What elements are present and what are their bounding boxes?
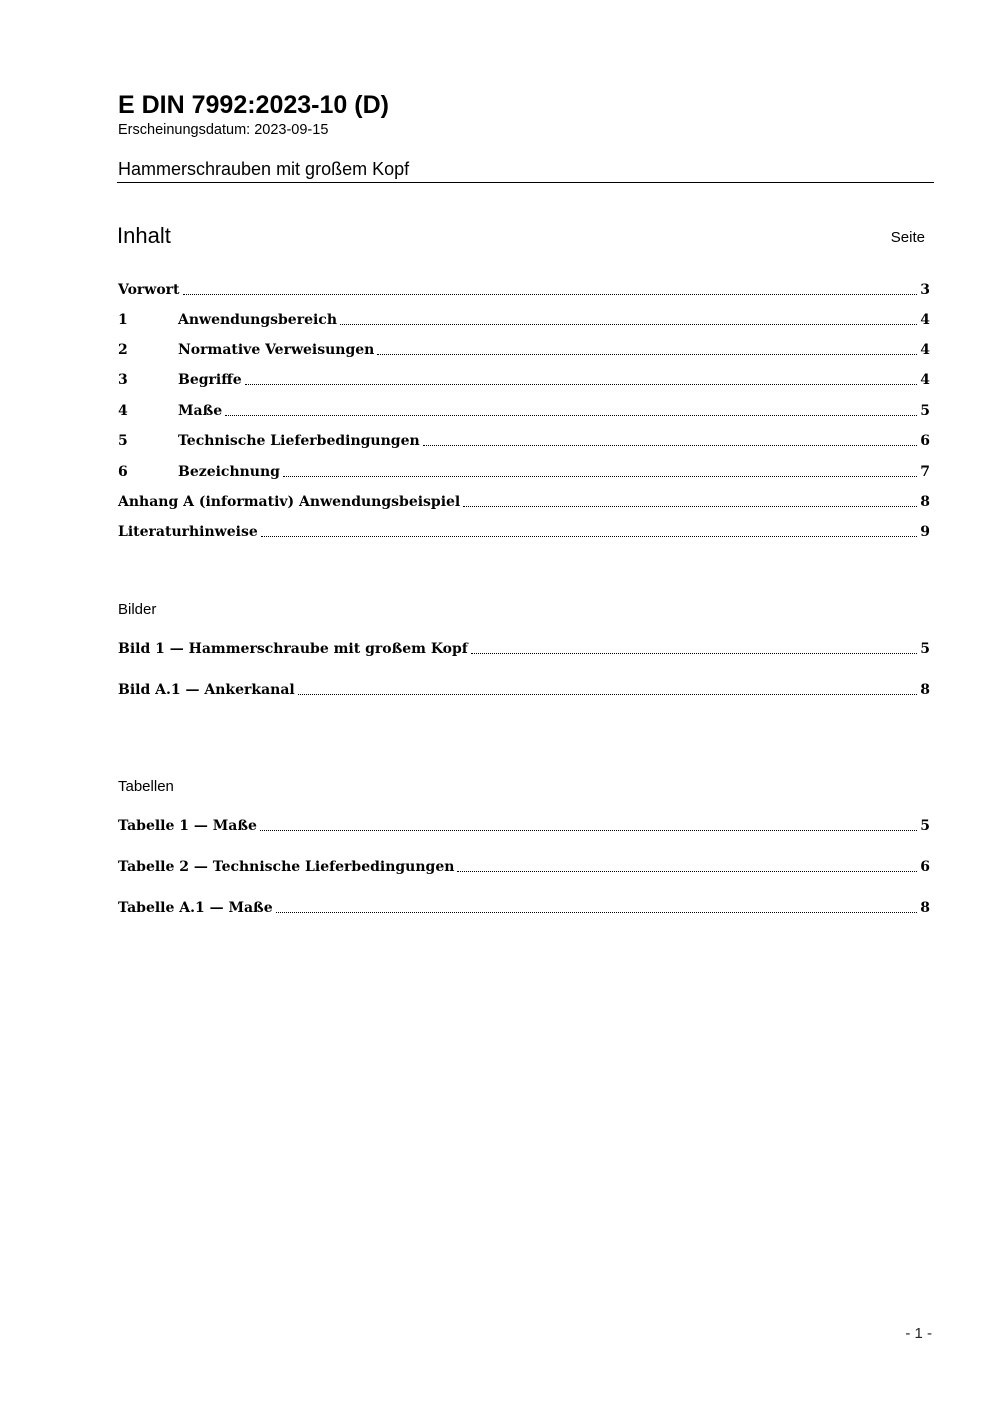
toc-leader-dots [245,384,918,385]
toc-leader-dots [276,912,918,913]
toc-leader-dots [340,324,917,325]
toc-entry-text: Anwendungsbereich [178,312,337,328]
table-entry-tabelle-1[interactable] [118,816,930,836]
toc-entry-text: Tabelle 2 — Technische Lieferbedingungen [118,859,455,875]
toc-entry-text: Begriffe [178,372,242,388]
toc-entry-page: 4 [920,372,930,388]
document-id: E DIN 7992:2023-10 (D) [118,91,389,119]
toc-entry-technische-lieferbedingungen[interactable] [118,431,930,451]
toc-entry-page: 4 [920,312,930,328]
toc-entry-page: 8 [920,900,930,916]
toc-entry-text: Technische Lieferbedingungen [178,433,420,449]
title-rule [117,182,934,183]
toc-entry-page: 8 [920,494,930,510]
toc-entry-number: 1 [118,312,128,328]
figures-section-label: Bilder [118,601,157,618]
toc-leader-dots [225,415,917,416]
toc-entry-page: 5 [920,818,930,834]
toc-entry-page: 3 [920,282,930,298]
toc-leader-dots [423,445,918,446]
toc-leader-dots [261,536,918,537]
toc-entry-masse[interactable] [118,401,930,421]
toc-entry-text: Normative Verweisungen [178,342,375,358]
toc-leader-dots [183,294,918,295]
toc-entry-page: 4 [920,342,930,358]
toc-entry-number: 2 [118,342,128,358]
toc-entry-text: Literaturhinweise [118,524,258,540]
toc-entry-number: 3 [118,372,128,388]
toc-entry-begriffe[interactable] [118,370,930,390]
toc-entry-text: Bild A.1 — Ankerkanal [118,682,295,698]
toc-entry-text: Bild 1 — Hammerschraube mit großem Kopf [118,641,468,657]
toc-entry-bezeichnung[interactable] [118,462,930,482]
toc-entry-text: Tabelle 1 — Maße [118,818,257,834]
toc-entry-text: Anhang A (informativ) Anwendungsbeispiel [118,494,461,510]
page-number: - 1 - [905,1325,932,1342]
toc-entry-anwendungsbereich[interactable] [118,310,930,330]
toc-entry-page: 7 [920,464,930,480]
toc-entry-page: 6 [920,433,930,449]
document-title: Hammerschrauben mit großem Kopf [118,159,410,179]
toc-leader-dots [463,506,917,507]
toc-leader-dots [471,653,917,654]
toc-entry-literaturhinweise[interactable] [118,522,930,542]
toc-entry-number: 5 [118,433,128,449]
page-column-label: Seite [890,229,925,246]
toc-leader-dots [377,354,917,355]
toc-entry-number: 4 [118,403,128,419]
toc-entry-page: 6 [920,859,930,875]
toc-entry-text: Bezeichnung [178,464,280,480]
toc-leader-dots [260,830,917,831]
publication-date: Erscheinungsdatum: 2023-09-15 [118,122,329,138]
toc-leader-dots [283,476,917,477]
toc-entry-anhang-a[interactable] [118,492,930,512]
tables-section-label: Tabellen [118,778,174,795]
toc-entry-text: Maße [178,403,223,419]
table-entry-tabelle-2[interactable] [118,857,930,877]
toc-entry-text: Tabelle A.1 — Maße [118,900,273,916]
toc-entry-number: 6 [118,464,128,480]
figure-entry-bild-1[interactable] [118,639,930,659]
toc-entry-page: 5 [920,403,930,419]
toc-entry-text: Vorwort [118,282,180,298]
figure-entry-bild-a1[interactable] [118,680,930,700]
toc-entry-normative-verweisungen[interactable] [118,340,930,360]
toc-entry-page: 5 [920,641,930,657]
toc-entry-page: 8 [920,682,930,698]
toc-entry-page: 9 [920,524,930,540]
table-entry-tabelle-a1[interactable] [118,898,930,918]
toc-entry-vorwort[interactable] [118,280,930,300]
toc-leader-dots [457,871,917,872]
toc-heading: Inhalt [117,223,171,248]
toc-leader-dots [298,694,918,695]
